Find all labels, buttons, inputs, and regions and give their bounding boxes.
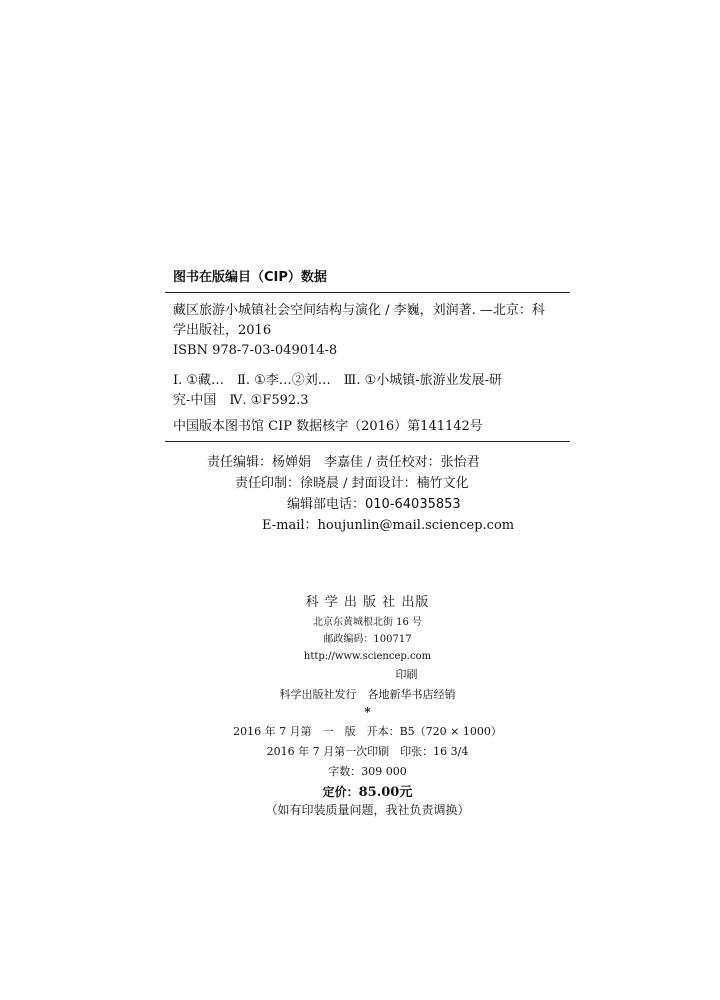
printing-line: 责任印制：徐晓晨 / 封面设计：楠竹文化: [235, 476, 469, 491]
cip-top-rule: [165, 292, 570, 293]
cip-title: 图书在版编目（CIP）数据: [173, 270, 327, 285]
price-value: 85.00元: [358, 785, 413, 800]
word-count-line: 字数：309 000: [328, 765, 407, 778]
cip-record: 中国版本图书馆 CIP 数据核字（2016）第141142号: [173, 419, 483, 434]
cip-entry-line1: 藏区旅游小城镇社会空间结构与演化 / 李巍，刘润著. —北京：科: [173, 303, 545, 318]
cip-entry: [165, 301, 570, 361]
phone-line: 编辑部电话：010-64035853: [287, 497, 461, 512]
cip-classification-line2: 究-中国 Ⅳ. ①F592.3: [173, 393, 309, 408]
publisher-address: 北京东黄城根北街 16 号: [312, 617, 423, 628]
editors-line: 责任编辑：杨婵娟 李嘉佳 / 责任校对：张怡君: [207, 455, 480, 470]
cip-isbn: ISBN 978-7-03-049014-8: [173, 343, 338, 358]
quality-note: （如有印装质量问题，我社负责调换）: [265, 803, 470, 817]
publisher-website: http://www.sciencep.com: [303, 651, 432, 662]
price-label: 定价：: [322, 785, 359, 799]
price-line: [165, 782, 570, 799]
cip-entry-line2: 学出版社，2016: [173, 323, 272, 338]
distribution-line: 科学出版社发行 各地新华书店经销: [279, 688, 456, 701]
staff-credits: [165, 452, 570, 536]
publisher-block: [165, 592, 570, 816]
email-line: E-mail：houjunlin@mail.sciencep.com: [262, 518, 515, 533]
cip-block: [165, 268, 570, 450]
separator-star: *: [364, 705, 371, 719]
printer-line: 印刷: [395, 668, 418, 681]
publisher-postcode: 邮政编码：100717: [323, 634, 412, 645]
cip-classification-line1: Ⅰ. ①藏… Ⅱ. ①李…②刘… Ⅲ. ①小城镇-旅游业发展-研: [173, 373, 503, 388]
cip-bottom-rule: [165, 441, 570, 442]
publisher-name: 科 学 出 版 社 出版: [305, 595, 430, 610]
cip-classification: [165, 371, 570, 411]
edition-line: 2016 年 7 月第 一 版 开本：B5（720 × 1000）: [233, 725, 502, 738]
impression-line: 2016 年 7 月第一次印刷 印张：16 3/4: [266, 745, 469, 758]
